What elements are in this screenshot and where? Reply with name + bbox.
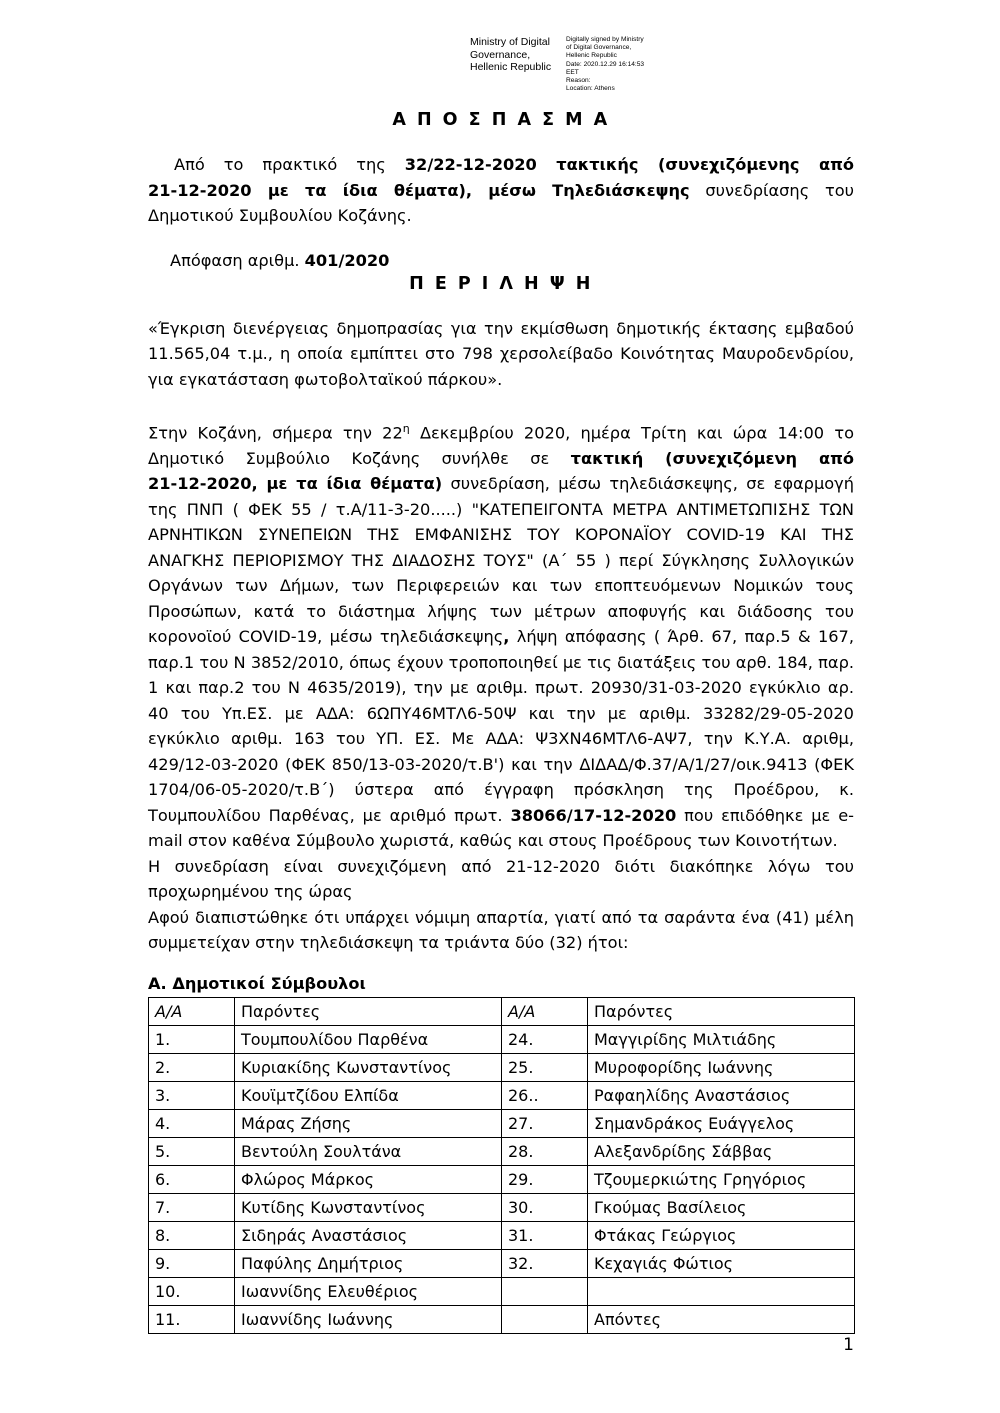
main-text-2: Δεκεμβρίου 2020, ημέρα Τρίτη και ώρα 14:00 το Δημοτικό Συμβούλιο Κοζάνης συνήλθε σε bbox=[148, 423, 854, 468]
cell-index: 8. bbox=[149, 1221, 235, 1249]
cell-name: Γκούμας Βασίλειος bbox=[588, 1193, 855, 1221]
cell-name: Ιωαννίδης Ιωάννης bbox=[235, 1305, 502, 1333]
main-paragraph bbox=[148, 416, 854, 854]
decision-line bbox=[170, 251, 854, 270]
cell-index: 24. bbox=[502, 1025, 588, 1053]
main-text-5: που επιδόθηκε με e-mail στον καθένα Σύμβουλο χωριστά, καθώς και στους Προέδρους των Κοινοτήτων. bbox=[148, 805, 855, 851]
cell-absent-label: Απόντες bbox=[588, 1305, 855, 1333]
continuation-note: Η συνεδρίαση είναι συνεχιζόμενη από 21‑12‑2020 διότι διακόπηκε λόγω του προχωρημένου της ώρας bbox=[148, 856, 854, 902]
table-header-row bbox=[149, 997, 855, 1025]
cell-name: Μυροφορίδης Ιωάννης bbox=[588, 1053, 855, 1081]
main-text-4: λήψη απόφασης ( Άρθ. 67, παρ.5 & 167, παρ.1 του Ν 3852/2010, όπως έχουν τροποποιηθεί με τις διατάξεις του αρθ. 184, παρ. 1 και παρ.2 του Ν 4635/2019), την με αριθμ. πρωτ. 20930/31‑03‑2020 εγκύκλιο αρ. 40 του Υπ.ΕΣ. με ΑΔΑ: 6ΩΠΥ46ΜΤΛ6‑50Ψ και την με αριθμ. 33282/29‑05‑2020 εγκύκλιο αριθμ. 163 του ΥΠ. ΕΣ. Με ΑΔΑ: Ψ3ΧΝ46ΜΤΛ6‑ΑΨ7, την Κ.Υ.Α. αριθμ, 429/12‑03‑2020 (ΦΕΚ 850/13‑03‑2020/τ.Β') και την ΔΙΔΑΔ/Φ.37/Α/1/27/οικ.9413 (ΦΕΚ 1704/06‑05‑2020/τ.Β΄) ύστερα από έγγραφη πρόσκληση της Προέδρου, κ. Τουμπουλίδου Παρθένας, με αριθμό πρωτ. bbox=[148, 627, 854, 825]
table-row bbox=[149, 1305, 855, 1333]
cell-index: 1. bbox=[149, 1025, 235, 1053]
table-row bbox=[149, 1053, 855, 1081]
summary-paragraph: «Έγκριση διενέργειας δημοπρασίας για την εκμίσθωση δημοτικής έκτασης εμβαδού 11.565,04 τ.μ., η οποία εμπίπτει στο 798 χερσολείβαδο Κοινότητας Μαυροδενδρίου, για εγκατάσταση φωτοβολταϊκού πάρκου». bbox=[148, 318, 854, 389]
table-row bbox=[149, 1137, 855, 1165]
col-header-present-left: Παρόντες bbox=[235, 997, 502, 1025]
cell-index: 25. bbox=[502, 1053, 588, 1081]
document-content bbox=[148, 110, 854, 1334]
cell-index: 4. bbox=[149, 1109, 235, 1137]
table-row bbox=[149, 1193, 855, 1221]
cell-name: Φτάκας Γεώργιος bbox=[588, 1221, 855, 1249]
cell-index: 6. bbox=[149, 1165, 235, 1193]
main-bold-1: τακτική (συνεχιζόμενη από 21‑12‑2020, με τα ίδια θέματα) bbox=[148, 448, 855, 494]
cell-index bbox=[502, 1277, 588, 1305]
col-header-present-right: Παρόντες bbox=[588, 997, 855, 1025]
cell-name: Τουμπουλίδου Παρθένα bbox=[235, 1025, 502, 1053]
cell-name: Σημανδράκος Ευάγγελος bbox=[588, 1109, 855, 1137]
quorum-note: Αφού διαπιστώθηκε ότι υπάρχει νόμιμη απαρτία, γιατί από τα σαράντα ένα (41) μέλη συμμετείχαν στην τηλεδιάσκεψη τα τριάντα δύο (32) ήτοι: bbox=[148, 907, 854, 953]
cell-index: 32. bbox=[502, 1249, 588, 1277]
cell-name: Σιδηράς Αναστάσιος bbox=[235, 1221, 502, 1249]
intro-prefix: Από το πρακτικό της bbox=[174, 155, 405, 174]
table-row bbox=[149, 1025, 855, 1053]
cell-index: 2. bbox=[149, 1053, 235, 1081]
main-bold-3: 38066/17‑12‑2020 bbox=[510, 805, 677, 825]
cell-index: 26.. bbox=[502, 1081, 588, 1109]
cell-index bbox=[502, 1305, 588, 1333]
members-table bbox=[148, 997, 855, 1334]
intro-bold: 32/22‑12‑2020 τακτικής (συνεχιζόμενης από 21‑12‑2020 με τα ίδια θέματα), μέσω Τηλεδιάσκεψης bbox=[148, 155, 854, 200]
section-heading-councillors: Α. Δημοτικοί Σύμβουλοι bbox=[148, 973, 366, 993]
col-header-aa-left: A/A bbox=[149, 997, 235, 1025]
decision-label: Απόφαση αριθμ. bbox=[170, 250, 305, 270]
cell-index: 30. bbox=[502, 1193, 588, 1221]
cell-index: 11. bbox=[149, 1305, 235, 1333]
intro-paragraph bbox=[148, 152, 854, 229]
cell-name: Μαγγιρίδης Μιλτιάδης bbox=[588, 1025, 855, 1053]
signature-authority: Ministry of Digital Governance, Hellenic Republic bbox=[470, 36, 552, 73]
decision-number: 401/2020 bbox=[304, 250, 390, 270]
signature-details: Digitally signed by Ministry of Digital Governance, Hellenic Republic Date: 2020.12.29 16:14:53 EET Reason: Location: Athens bbox=[566, 36, 645, 93]
digital-signature-block bbox=[470, 36, 700, 93]
cell-name: Ιωαννίδης Ελευθέριος bbox=[235, 1277, 502, 1305]
cell-index: 5. bbox=[149, 1137, 235, 1165]
cell-index: 3. bbox=[149, 1081, 235, 1109]
main-text-3: συνεδρίαση, μέσω τηλεδιάσκεψης, σε εφαρμογή της ΠΝΠ ( ΦΕΚ 55 / τ.Α/11‑3‑20.....) "ΚΑΤΕΠΕΙΓΟΝΤΑ ΜΕΤΡΑ ΑΝΤΙΜΕΤΩΠΙΣΗΣ ΤΩΝ ΑΡΝΗΤΙΚΩΝ ΣΥΝΕΠΕΙΩΝ ΤΗΣ ΕΜΦΑΝΙΣΗΣ ΤΟΥ ΚΟΡΟΝΑΪΟΥ COVID‑19 ΚΑΙ ΤΗΣ ΑΝΑΓΚΗΣ ΠΕΡΙΟΡΙΣΜΟΥ ΤΗΣ ΔΙΑΔΟΣΗΣ ΤΟΥΣ" (Α΄ 55 ) περί Σύγκλησης Συλλογικών Οργάνων των Δήμων, των Περιφερειών και των εποπτευόμενων Νομικών τους Προσώπων, κατά το διάστημα λήψης των μέτρων αποφυγής και διάδοσης του κορονοϊού COVID‑19, μέσω τηλεδιάσκεψης bbox=[148, 474, 855, 647]
main-bold-2: , bbox=[503, 627, 510, 647]
cell-name: Ραφαηλίδης Αναστάσιος bbox=[588, 1081, 855, 1109]
table-row bbox=[149, 1221, 855, 1249]
summary-heading: Π Ε Ρ Ι Λ Η Ψ Η bbox=[409, 273, 593, 294]
cell-index: 27. bbox=[502, 1109, 588, 1137]
cell-name: Μάρας Ζήσης bbox=[235, 1109, 502, 1137]
cell-index: 7. bbox=[149, 1193, 235, 1221]
main-superscript: η bbox=[402, 422, 410, 435]
cell-index: 9. bbox=[149, 1249, 235, 1277]
cell-name: Κεχαγιάς Φώτιος bbox=[588, 1249, 855, 1277]
table-row bbox=[149, 1277, 855, 1305]
cell-name: Φλώρος Μάρκος bbox=[235, 1165, 502, 1193]
cell-name: Τζουμερκιώτης Γρηγόριος bbox=[588, 1165, 855, 1193]
table-row bbox=[149, 1081, 855, 1109]
cell-name: Παφύλης Δημήτριος bbox=[235, 1249, 502, 1277]
cell-index: 29. bbox=[502, 1165, 588, 1193]
main-text-1: Στην Κοζάνη, σήμερα την 22 bbox=[148, 423, 403, 443]
cell-index: 10. bbox=[149, 1277, 235, 1305]
table-row bbox=[149, 1165, 855, 1193]
cell-name: Κυριακίδης Κωνσταντίνος bbox=[235, 1053, 502, 1081]
cell-name: Κουϊμτζίδου Ελπίδα bbox=[235, 1081, 502, 1109]
page-number: 1 bbox=[843, 1335, 854, 1355]
cell-index: 28. bbox=[502, 1137, 588, 1165]
cell-name: Αλεξανδρίδης Σάββας bbox=[588, 1137, 855, 1165]
table-row bbox=[149, 1249, 855, 1277]
col-header-aa-right: A/A bbox=[502, 997, 588, 1025]
cell-name: Κυτίδης Κωνσταντίνος bbox=[235, 1193, 502, 1221]
page-title: Α Π Ο Σ Π Α Σ Μ Α bbox=[392, 110, 610, 130]
cell-name: Βεντούλη Σουλτάνα bbox=[235, 1137, 502, 1165]
table-row bbox=[149, 1109, 855, 1137]
cell-index: 31. bbox=[502, 1221, 588, 1249]
intro-suffix: συνεδρίασης του Δημοτικού Συμβουλίου Κοζάνης. bbox=[148, 180, 854, 225]
cell-name bbox=[588, 1277, 855, 1305]
